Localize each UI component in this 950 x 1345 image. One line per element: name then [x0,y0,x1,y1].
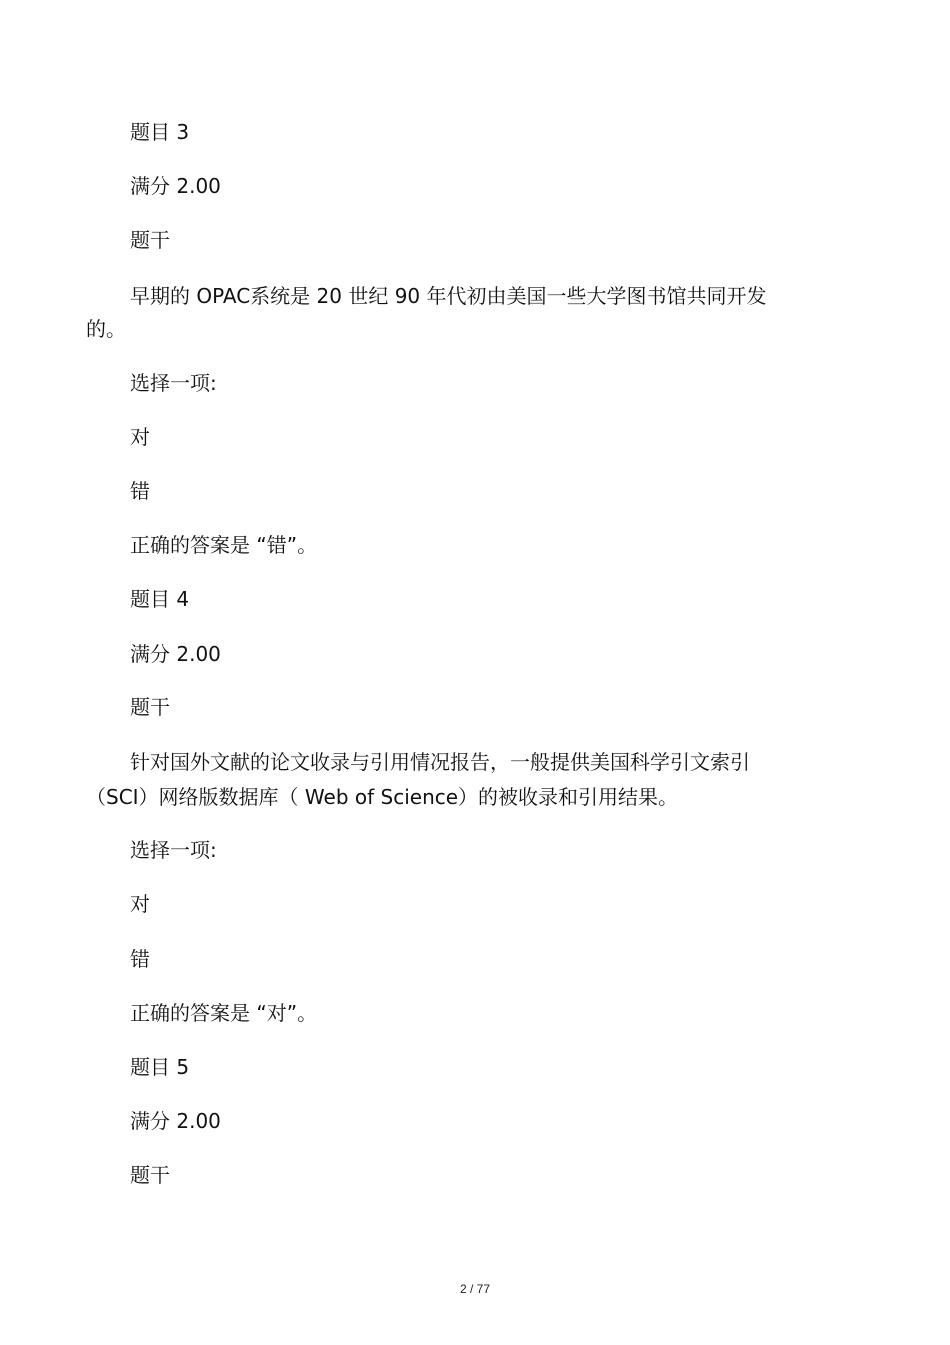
page-number: 2 / 77 [459,1282,491,1296]
question-4-score: 满分 2.00 [130,642,221,666]
question-3-score: 满分 2.00 [130,174,221,198]
question-4-option-true[interactable]: 对 [130,892,150,916]
question-4-stem-line2: （SCI）网络版数据库（ Web of Science）的被收录和引用结果。 [86,785,679,809]
question-4-option-false[interactable]: 错 [130,947,150,971]
question-3-title: 题目 3 [130,120,190,144]
question-4-stem-label: 题干 [130,695,170,719]
question-3-answer: 正确的答案是 “错”。 [130,533,318,557]
question-3-stem-line1: 早期的 OPAC系统是 20 世纪 90 年代初由美国一些大学图书馆共同开发 [130,284,767,308]
question-5-title: 题目 5 [130,1055,190,1079]
question-3-prompt: 选择一项: [130,371,217,395]
question-4-prompt: 选择一项: [130,838,217,862]
question-5-stem-label: 题干 [130,1163,170,1187]
question-4-stem-line1: 针对国外文献的论文收录与引用情况报告，一般提供美国科学引文索引 [130,750,750,774]
question-3-option-true[interactable]: 对 [130,425,150,449]
question-4-title: 题目 4 [130,587,190,611]
question-3-stem-line2: 的。 [86,317,126,341]
question-3-option-false[interactable]: 错 [130,479,150,503]
question-4-answer: 正确的答案是 “对”。 [130,1001,318,1025]
question-5-score: 满分 2.00 [130,1109,221,1133]
question-3-stem-label: 题干 [130,228,170,252]
